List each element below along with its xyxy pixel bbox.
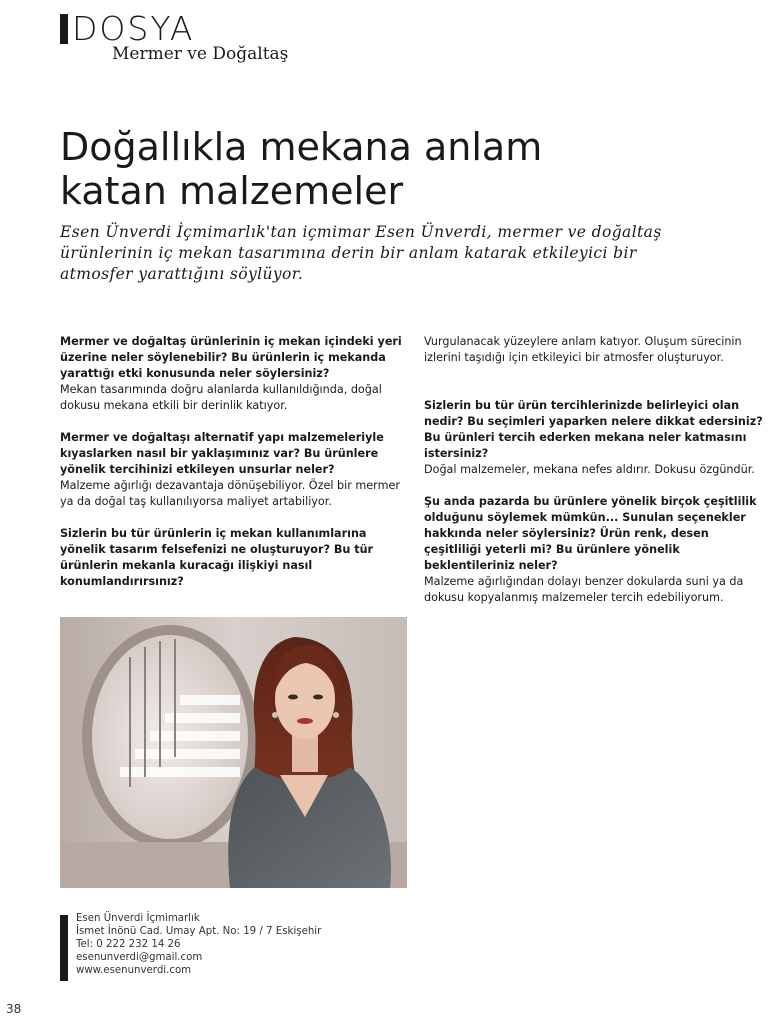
intro-line: atmosfer yarattığını söylüyor. <box>60 265 304 283</box>
page-number: 38 <box>6 1002 22 1016</box>
section-subtitle: Mermer ve Doğaltaş <box>112 44 289 64</box>
contact-bar <box>60 915 68 981</box>
contact-email[interactable]: esenunverdi@gmail.com <box>76 952 203 964</box>
masthead-bar <box>60 14 68 44</box>
contact-website[interactable]: www.esenunverdi.com <box>76 965 192 977</box>
interview-answer: Vurgulanacak yüzeylere anlam katıyor. Oluşum sürecinin izlerini taşıdığı için etkileyici bir atmosfer oluşturuyor. <box>424 335 742 364</box>
interview-question: Mermer ve doğaltaşı alternatif yapı malzemeleriyle kıyaslarken nasıl bir yaklaşımınız var? Bu ürünlere yönelik tercihinizi etkileyen unsurlar neler? <box>60 431 384 476</box>
article-title-line: Doğallıkla mekana anlam <box>60 125 543 169</box>
article-title <box>60 125 680 213</box>
contact-address: İsmet İnönü Cad. Umay Apt. No: 19 / 7 Eskişehir <box>76 926 322 938</box>
right-column <box>424 334 766 606</box>
section-title: DOSYA <box>72 9 195 48</box>
interview-question: Sizlerin bu tür ürünlerin iç mekan kullanımlarına yönelik tasarım felsefenizi ne oluşturuyor? Bu tür ürünlerin mekanla kuracağı ilişkiyi nasıl konumlandırırsınız? <box>60 527 374 588</box>
interview-answer: Malzeme ağırlığı dezavantaja dönüşebiliyor. Özel bir mermer ya da doğal taş kullanılıyorsa maliyet artabiliyor. <box>60 479 400 508</box>
interview-question: Sizlerin bu tür ürün tercihlerinizde belirleyici olan nedir? Bu seçimleri yaparken nelere dikkat edersiniz? Bu ürünleri tercih ederken mekana neler katmasını istersiniz? <box>424 399 763 460</box>
contact-company: Esen Ünverdi İçmimarlık <box>76 913 200 924</box>
intro-line: ürünlerinin iç mekan tasarımına derin bir anlam katarak etkileyici bir <box>60 244 637 262</box>
contact-phone: Tel: 0 222 232 14 26 <box>76 939 181 951</box>
interview-answer: Doğal malzemeler, mekana nefes aldırır. Dokusu özgündür. <box>424 463 755 476</box>
interview-question: Şu anda pazarda bu ürünlere yönelik birçok çeşitlilik olduğunu söylemek mümkün... Sunulan seçenekler hakkında neler söylersiniz? Ürün renk, desen çeşitliliği yeterli mi? Bu ürünlere yönelik beklentileriniz neler? <box>424 495 757 572</box>
interview-question: Mermer ve doğaltaş ürünlerinin iç mekan içindeki yeri üzerine neler söylenebilir? Bu ürünlerin iç mekanda yarattığı etki konusunda neler söylersiniz? <box>60 335 402 380</box>
left-column <box>60 334 402 590</box>
contact-lines <box>76 912 321 977</box>
intro-line: Esen Ünverdi İçmimarlık'tan içmimar Esen Ünverdi, mermer ve doğaltaş <box>60 223 662 241</box>
portrait-illustration <box>60 617 407 888</box>
portrait-photo <box>60 617 407 888</box>
article-title-line: katan malzemeler <box>60 169 404 213</box>
interview-answer: Malzeme ağırlığından dolayı benzer dokularda suni ya da dokusu kopyalanmış malzemeler tercih edebiliyorum. <box>424 575 744 604</box>
interview-answer: Mekan tasarımında doğru alanlarda kullanıldığında, doğal dokusu mekana etkili bir derinlik katıyor. <box>60 383 382 412</box>
article-intro <box>60 222 700 285</box>
